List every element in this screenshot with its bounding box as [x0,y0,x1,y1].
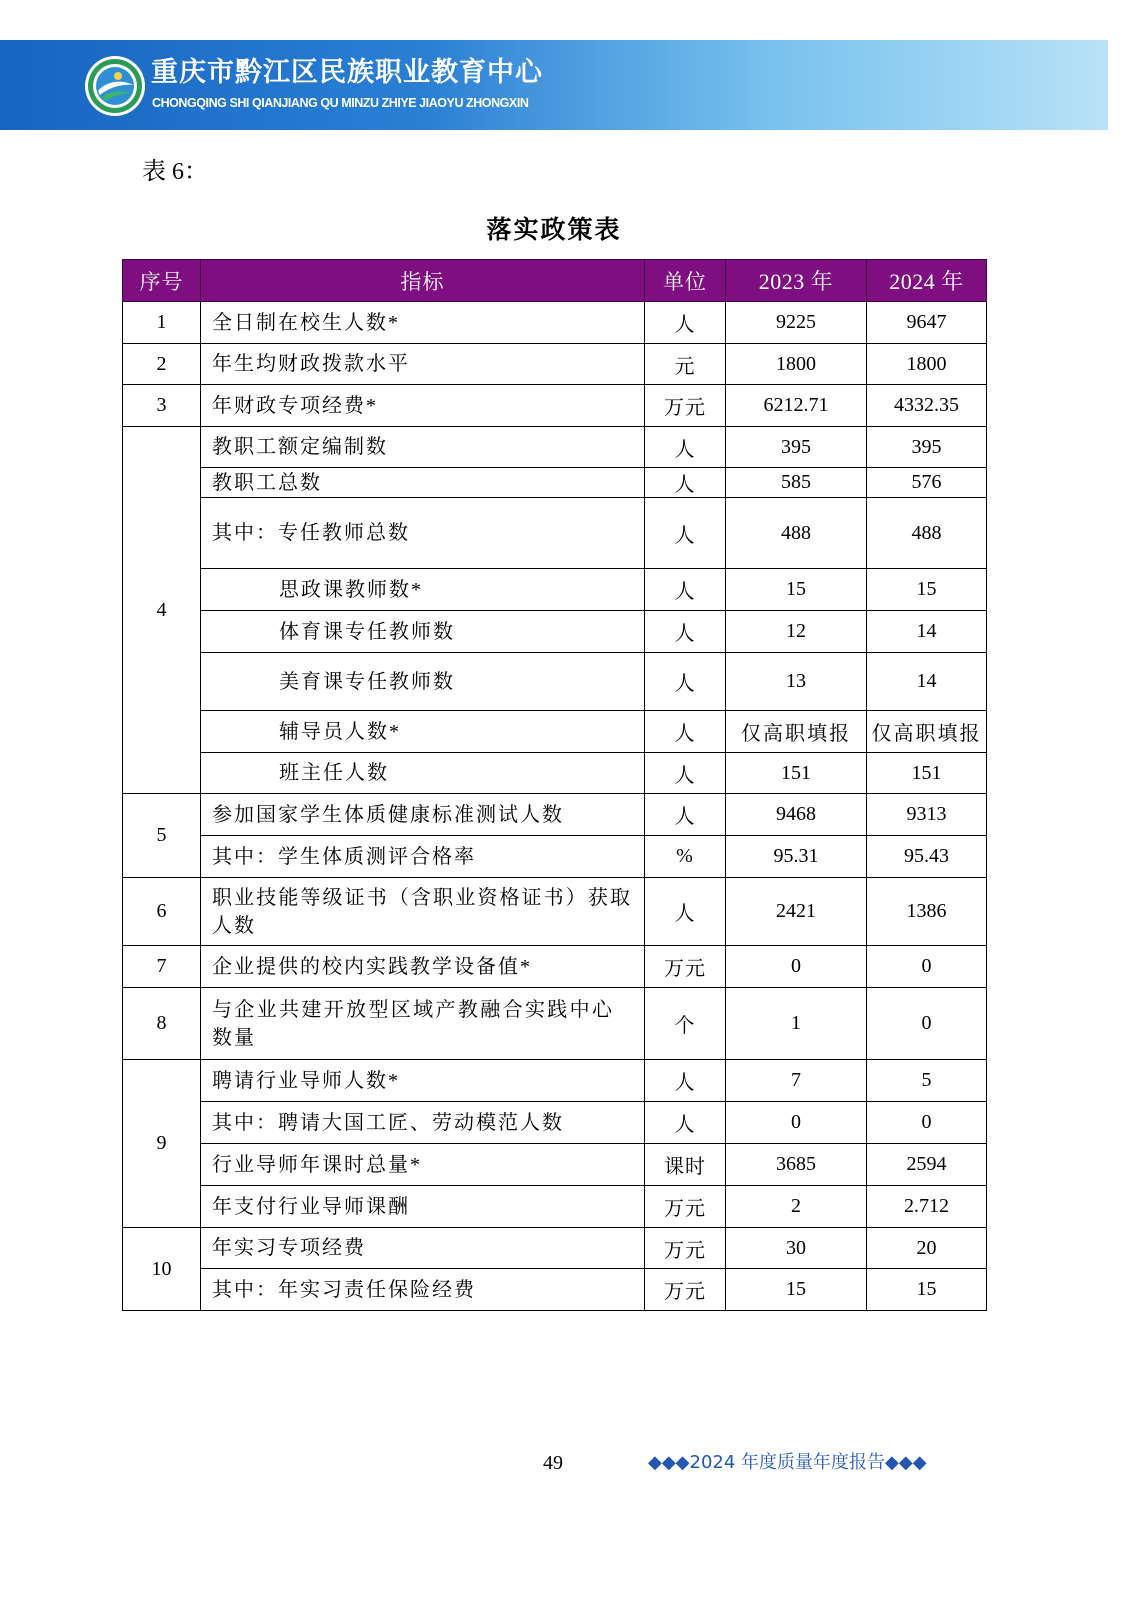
indicator-cell: 其中：专任教师总数 [201,498,645,569]
indicator-cell: 教职工额定编制数 [201,427,645,468]
indicator-cell: 企业提供的校内实践教学设备值* [201,946,645,988]
table-row [123,653,987,711]
unit-cell: 人 [645,794,726,836]
value-2024-cell: 576 [867,468,987,498]
value-2024-cell: 14 [867,653,987,711]
indicator-cell: 年财政专项经费* [201,385,645,427]
table-row [123,498,987,569]
indicator-cell: 全日制在校生人数* [201,302,645,344]
table-label: 表 6： [142,159,208,185]
indicator-cell: 年生均财政拨款水平 [201,344,645,385]
indicator-cell: 辅导员人数* [201,711,645,753]
value-2024-cell: 仅高职填报 [867,711,987,753]
indicator-cell: 班主任人数 [201,753,645,794]
row-number: 9 [123,1060,201,1228]
value-2024-cell: 2594 [867,1144,987,1186]
table-row [123,1144,987,1186]
column-header-unit: 单位 [645,260,726,302]
value-2023-cell: 2 [726,1186,867,1228]
organization-name-en: CHONGQING SHI QIANJIANG QU MINZU ZHIYE JIAOYU ZHONGXIN [152,96,529,110]
row-number: 1 [123,302,201,344]
unit-cell: 人 [645,611,726,653]
value-2023-cell: 6212.71 [726,385,867,427]
unit-cell: 人 [645,753,726,794]
value-2024-cell: 0 [867,1102,987,1144]
table-row [123,468,987,498]
value-2024-cell: 95.43 [867,836,987,878]
value-2024-cell: 15 [867,1269,987,1311]
value-2024-cell: 15 [867,569,987,611]
row-number: 6 [123,878,201,946]
indicator-cell: 行业导师年课时总量* [201,1144,645,1186]
table-row [123,385,987,427]
unit-cell: 人 [645,653,726,711]
page-number: 49 [543,1452,563,1474]
indicator-cell: 美育课专任教师数 [201,653,645,711]
policy-table [122,259,987,1311]
indicator-cell: 思政课教师数* [201,569,645,611]
unit-cell: 万元 [645,1269,726,1311]
table-row [123,611,987,653]
value-2023-cell: 仅高职填报 [726,711,867,753]
value-2023-cell: 9225 [726,302,867,344]
value-2023-cell: 585 [726,468,867,498]
row-number: 5 [123,794,201,878]
unit-cell: 人 [645,1102,726,1144]
table-row [123,794,987,836]
unit-cell: 人 [645,569,726,611]
value-2024-cell: 5 [867,1060,987,1102]
value-2024-cell: 395 [867,427,987,468]
unit-cell: 课时 [645,1144,726,1186]
value-2023-cell: 13 [726,653,867,711]
value-2024-cell: 0 [867,988,987,1060]
value-2023-cell: 9468 [726,794,867,836]
row-number: 3 [123,385,201,427]
indicator-cell: 与企业共建开放型区域产教融合实践中心数量 [201,988,645,1060]
value-2024-cell: 9313 [867,794,987,836]
table-row [123,427,987,468]
value-2023-cell: 0 [726,946,867,988]
value-2023-cell: 30 [726,1228,867,1269]
table-row [123,753,987,794]
value-2024-cell: 4332.35 [867,385,987,427]
table-row [123,836,987,878]
column-header-no: 序号 [123,260,201,302]
unit-cell: 万元 [645,385,726,427]
column-header-indicator: 指标 [201,260,645,302]
indicator-cell: 参加国家学生体质健康标准测试人数 [201,794,645,836]
value-2023-cell: 1 [726,988,867,1060]
unit-cell: 人 [645,1060,726,1102]
unit-cell: 人 [645,427,726,468]
organization-name-cn: 重庆市黔江区民族职业教育中心 [151,57,543,88]
indicator-cell: 教职工总数 [201,468,645,498]
value-2023-cell: 2421 [726,878,867,946]
table-row [123,1060,987,1102]
unit-cell: 人 [645,711,726,753]
table-row [123,1269,987,1311]
table-row [123,711,987,753]
value-2024-cell: 151 [867,753,987,794]
value-2023-cell: 12 [726,611,867,653]
value-2024-cell: 20 [867,1228,987,1269]
row-number: 7 [123,946,201,988]
indicator-cell: 体育课专任教师数 [201,611,645,653]
unit-cell: 人 [645,498,726,569]
header-banner [0,40,1108,130]
table-row [123,344,987,385]
table-row [123,1186,987,1228]
indicator-cell: 聘请行业导师人数* [201,1060,645,1102]
school-emblem-icon [84,55,146,117]
unit-cell: 万元 [645,946,726,988]
unit-cell: 人 [645,468,726,498]
table-row [123,569,987,611]
table-header-row [123,260,987,302]
table-row [123,1228,987,1269]
footer-report-title: ◆◆◆2024 年度质量年度报告◆◆◆ [648,1452,927,1473]
value-2023-cell: 488 [726,498,867,569]
table-row [123,988,987,1060]
unit-cell: 个 [645,988,726,1060]
indicator-cell: 年支付行业导师课酬 [201,1186,645,1228]
value-2024-cell: 14 [867,611,987,653]
table-row [123,302,987,344]
table-row [123,946,987,988]
value-2024-cell: 1800 [867,344,987,385]
row-number: 4 [123,427,201,794]
value-2023-cell: 3685 [726,1144,867,1186]
table-title: 落实政策表 [486,215,622,244]
value-2023-cell: 7 [726,1060,867,1102]
value-2023-cell: 151 [726,753,867,794]
indicator-cell: 其中：年实习责任保险经费 [201,1269,645,1311]
value-2023-cell: 95.31 [726,836,867,878]
unit-cell: 元 [645,344,726,385]
unit-cell: 人 [645,878,726,946]
value-2024-cell: 9647 [867,302,987,344]
row-number: 8 [123,988,201,1060]
value-2023-cell: 15 [726,1269,867,1311]
indicator-cell: 年实习专项经费 [201,1228,645,1269]
indicator-cell: 其中：学生体质测评合格率 [201,836,645,878]
value-2023-cell: 15 [726,569,867,611]
table-row [123,878,987,946]
value-2024-cell: 2.712 [867,1186,987,1228]
table-row [123,1102,987,1144]
value-2023-cell: 1800 [726,344,867,385]
unit-cell: 万元 [645,1228,726,1269]
column-header-2024: 2024 年 [867,260,987,302]
indicator-cell: 其中：聘请大国工匠、劳动模范人数 [201,1102,645,1144]
value-2024-cell: 488 [867,498,987,569]
column-header-2023: 2023 年 [726,260,867,302]
value-2024-cell: 0 [867,946,987,988]
value-2024-cell: 1386 [867,878,987,946]
unit-cell: 人 [645,302,726,344]
row-number: 10 [123,1228,201,1311]
row-number: 2 [123,344,201,385]
unit-cell: % [645,836,726,878]
indicator-cell: 职业技能等级证书（含职业资格证书）获取人数 [201,878,645,946]
value-2023-cell: 395 [726,427,867,468]
unit-cell: 万元 [645,1186,726,1228]
value-2023-cell: 0 [726,1102,867,1144]
